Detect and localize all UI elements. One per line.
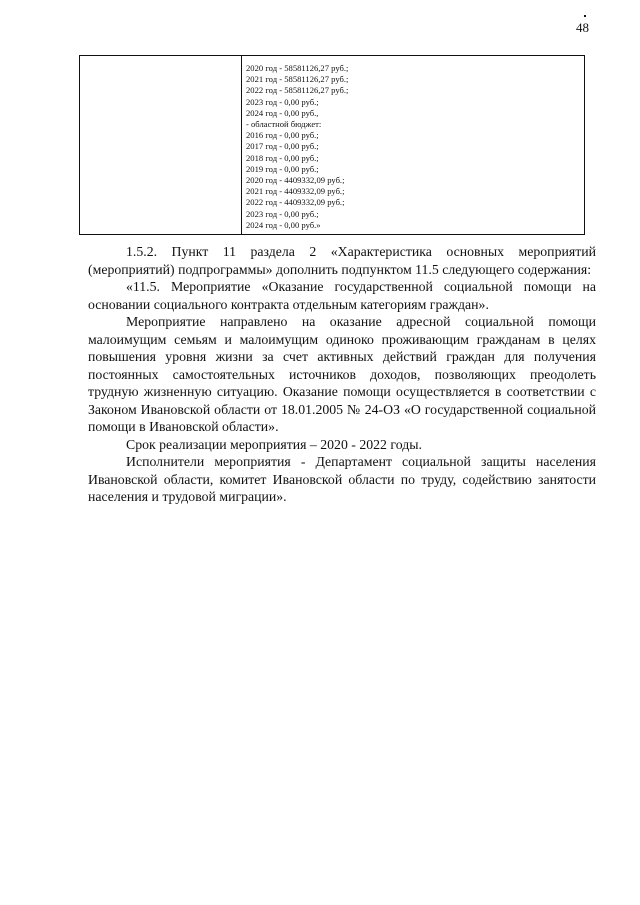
table-line: 2023 год - 0,00 руб.;: [246, 208, 319, 219]
paragraph-subitem-11-5: «11.5. Мероприятие «Оказание государственной социальной помощи на основании социального контракта отдельным категориям граждан».: [88, 279, 596, 312]
table-line: 2021 год - 4409332,09 руб.;: [246, 186, 345, 197]
document-body: [88, 243, 596, 506]
table-line: 2017 год - 0,00 руб.;: [246, 141, 319, 152]
table-line: 2022 год - 58581126,27 руб.;: [246, 85, 349, 96]
table-line: 2022 год - 4409332,09 руб.;: [246, 197, 345, 208]
paragraph-item-1-5-2: 1.5.2. Пункт 11 раздела 2 «Характеристика основных мероприятий (мероприятий) подпрограммы» дополнить подпунктом 11.5 следующего содержания:: [88, 244, 596, 277]
paragraph-description: Мероприятие направлено на оказание адресной социальной помощи малоимущим семьям и малоимущим одиноко проживающим гражданам в целях повышения уровня жизни за счет активных действий граждан для получения постоянных самостоятельных источников доходов, позволяющих преодолеть трудную жизненную ситуацию. Оказание помощи осуществляется в соответствии с Законом Ивановской области от 18.01.2005 № 24-ОЗ «О государственной социальной помощи в Ивановской области».: [88, 314, 596, 434]
paragraph-executors: Исполнители мероприятия - Департамент социальной защиты населения Ивановской области, комитет Ивановской области по труду, содействию занятости населения и трудовой миграции».: [88, 454, 596, 504]
table-line: 2023 год - 0,00 руб.;: [246, 96, 319, 107]
table-line: - областной бюджет:: [246, 119, 322, 130]
table-line: 2024 год - 0,00 руб.,: [246, 107, 319, 118]
table-line: 2016 год - 0,00 руб.;: [246, 130, 319, 141]
table-column-divider: [241, 56, 242, 234]
funding-table: [79, 55, 585, 235]
page-number: 48: [576, 20, 589, 35]
table-line: 2018 год - 0,00 руб.;: [246, 152, 319, 163]
table-line: 2020 год - 4409332,09 руб.;: [246, 175, 345, 186]
table-line: 2020 год - 58581126,27 руб.;: [246, 63, 349, 73]
table-line: 2024 год - 0,00 руб.»: [246, 219, 321, 230]
table-line: 2019 год - 0,00 руб.;: [246, 163, 319, 174]
table-right-cell: [246, 63, 348, 231]
table-line: 2021 год - 58581126,27 руб.;: [246, 74, 349, 85]
paragraph-timeline: Срок реализации мероприятия – 2020 - 2022 годы.: [126, 436, 422, 452]
